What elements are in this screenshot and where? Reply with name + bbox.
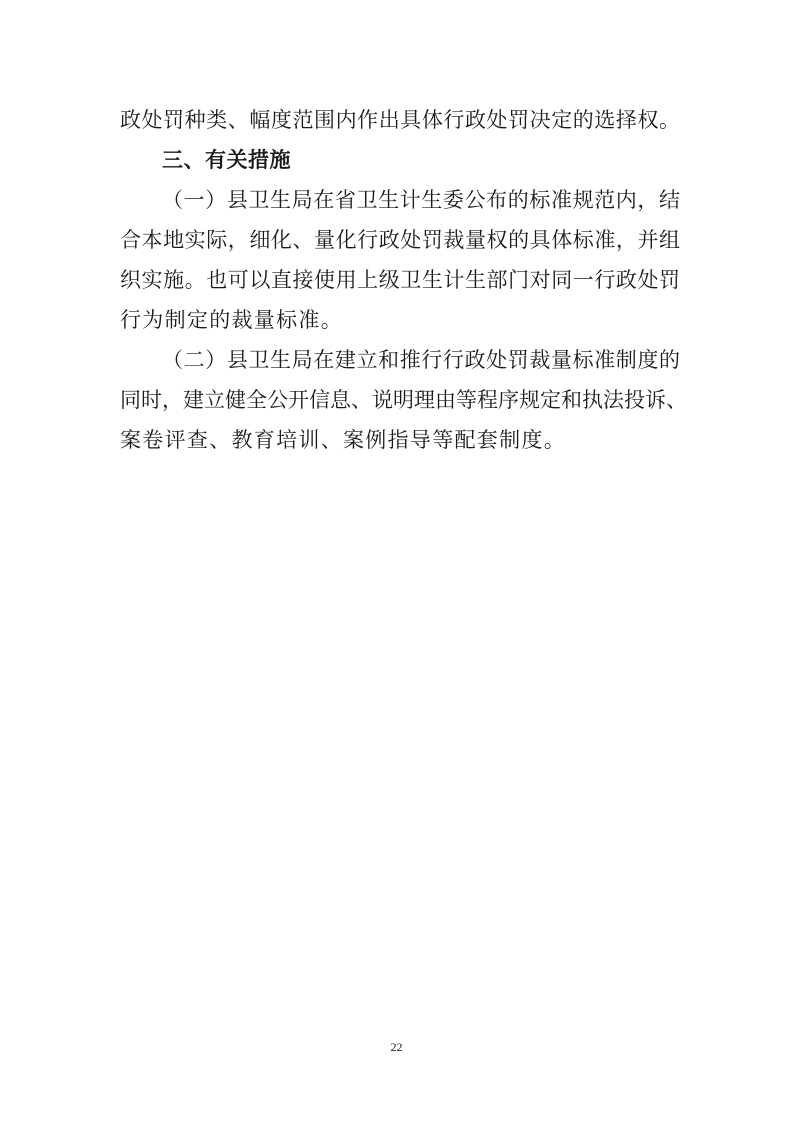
paragraph-line: 同时，建立健全公开信息、说明理由等程序规定和执法投诉、 — [120, 388, 687, 412]
page-number: 22 — [390, 1040, 403, 1054]
paragraph-line: 政处罚种类、幅度范围内作出具体行政处罚决定的选择权。 — [120, 108, 680, 132]
section-heading: 三、有关措施 — [162, 148, 291, 172]
paragraph-line: 案卷评查、教育培训、案例指导等配套制度。 — [120, 428, 566, 452]
paragraph-line: 行为制定的裁量标准。 — [120, 308, 343, 332]
paragraph-line: 织实施。也可以直接使用上级卫生计生部门对同一行政处罚 — [120, 268, 680, 292]
paragraph-line: （一）县卫生局在省卫生计生委公布的标准规范内，结 — [162, 188, 680, 212]
paragraph-line: （二）县卫生局在建立和推行行政处罚裁量标准制度的 — [162, 348, 680, 372]
paragraph-line: 合本地实际，细化、量化行政处罚裁量权的具体标准，并组 — [120, 228, 680, 252]
